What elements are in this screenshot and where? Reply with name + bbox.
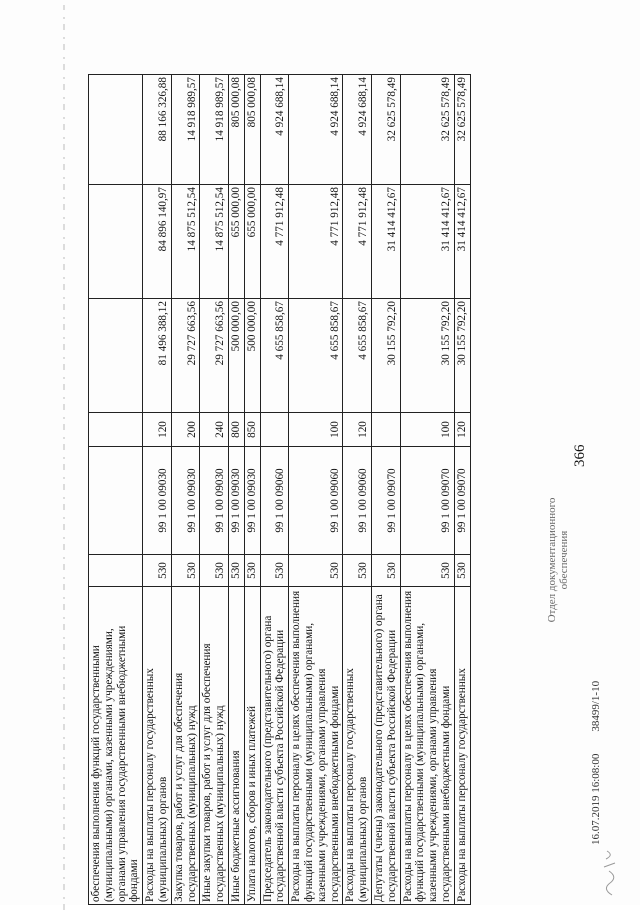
row-target-article xyxy=(89,447,143,555)
row-amount-2: 4 771 912,48 xyxy=(289,185,343,299)
row-target-article: 99 1 00 09070 xyxy=(371,447,400,555)
table-row xyxy=(143,75,172,905)
row-target-article: 99 1 00 09030 xyxy=(228,447,244,555)
row-expense-type: 100 xyxy=(289,413,343,447)
row-name: Расходы на выплаты персоналу в целях обеспечения выполнения функций государственными (муниципальными) органами, казенными учреждениями, органами управления государственными внебюджетными фондами xyxy=(289,587,343,905)
row-expense-type: 800 xyxy=(228,413,244,447)
row-name: Председатель законодательного (представительного) органа государственной власти субъекта Российской Федерации xyxy=(260,587,289,905)
row-target-article: 99 1 00 09060 xyxy=(289,447,343,555)
row-amount-1: 30 155 792,20 xyxy=(454,299,470,413)
row-amount-2: 14 875 512,54 xyxy=(200,185,229,299)
row-target-article: 99 1 00 09060 xyxy=(343,447,372,555)
row-target-article: 99 1 00 09070 xyxy=(454,447,470,555)
stamp-line-2: обеспечения xyxy=(558,530,570,590)
row-expense-type: 240 xyxy=(200,413,229,447)
row-expense-type: 120 xyxy=(454,413,470,447)
row-name: обеспечения выполнения функций государственными (муниципальными) органами, казенными учреждениями, органами управления государственными внебюджетными фондами xyxy=(89,587,143,905)
row-target-article: 99 1 00 09030 xyxy=(143,447,172,555)
row-amount-3: 4 924 688,14 xyxy=(343,75,372,185)
row-name: Иные закупки товаров, работ и услуг для обеспечения государственных (муниципальных) нужд xyxy=(200,587,229,905)
table-row xyxy=(89,75,143,905)
row-target-article: 99 1 00 09030 xyxy=(171,447,200,555)
table-row xyxy=(171,75,200,905)
row-amount-1: 29 727 663,56 xyxy=(171,299,200,413)
table-row xyxy=(343,75,372,905)
row-amount-2: 31 414 412,67 xyxy=(454,185,470,299)
row-amount-3 xyxy=(89,75,143,185)
row-amount-2: 655 000,00 xyxy=(228,185,244,299)
row-amount-3: 88 166 326,88 xyxy=(143,75,172,185)
row-grbs: 530 xyxy=(454,555,470,587)
row-amount-2: 4 771 912,48 xyxy=(260,185,289,299)
row-amount-1: 81 496 388,12 xyxy=(143,299,172,413)
page-number: 366 xyxy=(572,444,588,467)
row-name: Расходы на выплаты персоналу государственных xyxy=(454,587,470,905)
row-grbs: 530 xyxy=(244,555,260,587)
row-expense-type: 100 xyxy=(400,413,454,447)
row-expense-type xyxy=(89,413,143,447)
row-amount-3: 805 000,08 xyxy=(244,75,260,185)
row-amount-3: 4 924 688,14 xyxy=(289,75,343,185)
row-amount-3: 4 924 688,14 xyxy=(260,75,289,185)
row-expense-type: 120 xyxy=(143,413,172,447)
row-target-article: 99 1 00 09030 xyxy=(244,447,260,555)
row-grbs: 530 xyxy=(400,555,454,587)
row-expense-type xyxy=(371,413,400,447)
row-amount-3: 32 625 578,49 xyxy=(371,75,400,185)
row-amount-1: 4 655 858,67 xyxy=(343,299,372,413)
footer-datetime: 16.07.2019 16:08:00 xyxy=(590,753,602,845)
row-target-article: 99 1 00 09060 xyxy=(260,447,289,555)
row-expense-type: 200 xyxy=(171,413,200,447)
row-amount-1: 4 655 858,67 xyxy=(260,299,289,413)
row-grbs: 530 xyxy=(143,555,172,587)
row-amount-2 xyxy=(89,185,143,299)
row-name: Депутаты (члены) законодательного (представительного) органа государственной власти субъекта Российской Федерации xyxy=(371,587,400,905)
row-amount-1: 29 727 663,56 xyxy=(200,299,229,413)
row-grbs: 530 xyxy=(371,555,400,587)
row-grbs: 530 xyxy=(343,555,372,587)
table-row xyxy=(244,75,260,905)
scan-mark xyxy=(600,849,618,897)
row-amount-3: 14 918 989,57 xyxy=(171,75,200,185)
row-amount-3: 32 625 578,49 xyxy=(454,75,470,185)
row-amount-1: 30 155 792,20 xyxy=(371,299,400,413)
department-stamp xyxy=(546,480,570,640)
row-amount-1: 500 000,00 xyxy=(244,299,260,413)
footer-code: 38499/1-10 xyxy=(590,680,602,732)
table-row xyxy=(228,75,244,905)
table-row xyxy=(200,75,229,905)
scan-edge-line xyxy=(62,5,66,910)
row-amount-3: 32 625 578,49 xyxy=(400,75,454,185)
stamp-line-1: Отдел документационного xyxy=(546,497,558,623)
row-amount-2: 4 771 912,48 xyxy=(343,185,372,299)
row-amount-3: 805 000,08 xyxy=(228,75,244,185)
row-target-article: 99 1 00 09030 xyxy=(200,447,229,555)
row-target-article: 99 1 00 09070 xyxy=(400,447,454,555)
table-row xyxy=(400,75,454,905)
row-name: Расходы на выплаты персоналу государственных (муниципальных) органов xyxy=(143,587,172,905)
row-grbs: 530 xyxy=(289,555,343,587)
row-name: Иные бюджетные ассигнования xyxy=(228,587,244,905)
row-amount-2: 14 875 512,54 xyxy=(171,185,200,299)
table-row xyxy=(371,75,400,905)
row-amount-1: 30 155 792,20 xyxy=(400,299,454,413)
row-grbs: 530 xyxy=(171,555,200,587)
row-expense-type xyxy=(260,413,289,447)
row-expense-type: 120 xyxy=(343,413,372,447)
row-grbs xyxy=(89,555,143,587)
row-expense-type: 850 xyxy=(244,413,260,447)
row-amount-2: 84 896 140,97 xyxy=(143,185,172,299)
row-amount-1: 4 655 858,67 xyxy=(289,299,343,413)
row-amount-3: 14 918 989,57 xyxy=(200,75,229,185)
row-name: Уплата налогов, сборов и иных платежей xyxy=(244,587,260,905)
row-name: Закупка товаров, работ и услуг для обеспечения государственных (муниципальных) нужд xyxy=(171,587,200,905)
row-amount-2: 655 000,00 xyxy=(244,185,260,299)
row-grbs: 530 xyxy=(200,555,229,587)
row-amount-1: 500 000,00 xyxy=(228,299,244,413)
footer xyxy=(590,681,602,845)
row-amount-2: 31 414 412,67 xyxy=(400,185,454,299)
row-name: Расходы на выплаты персоналу государственных (муниципальных) органов xyxy=(343,587,372,905)
budget-table xyxy=(88,74,471,905)
row-grbs: 530 xyxy=(260,555,289,587)
row-grbs: 530 xyxy=(228,555,244,587)
row-amount-2: 31 414 412,67 xyxy=(371,185,400,299)
row-amount-1 xyxy=(89,299,143,413)
table-row xyxy=(260,75,289,905)
table-row xyxy=(454,75,470,905)
table-row xyxy=(289,75,343,905)
row-name: Расходы на выплаты персоналу в целях обеспечения выполнения функций государственными (муниципальными) органами, казенными учреждениями, органами управления государственными внебюджетными фондами xyxy=(400,587,454,905)
